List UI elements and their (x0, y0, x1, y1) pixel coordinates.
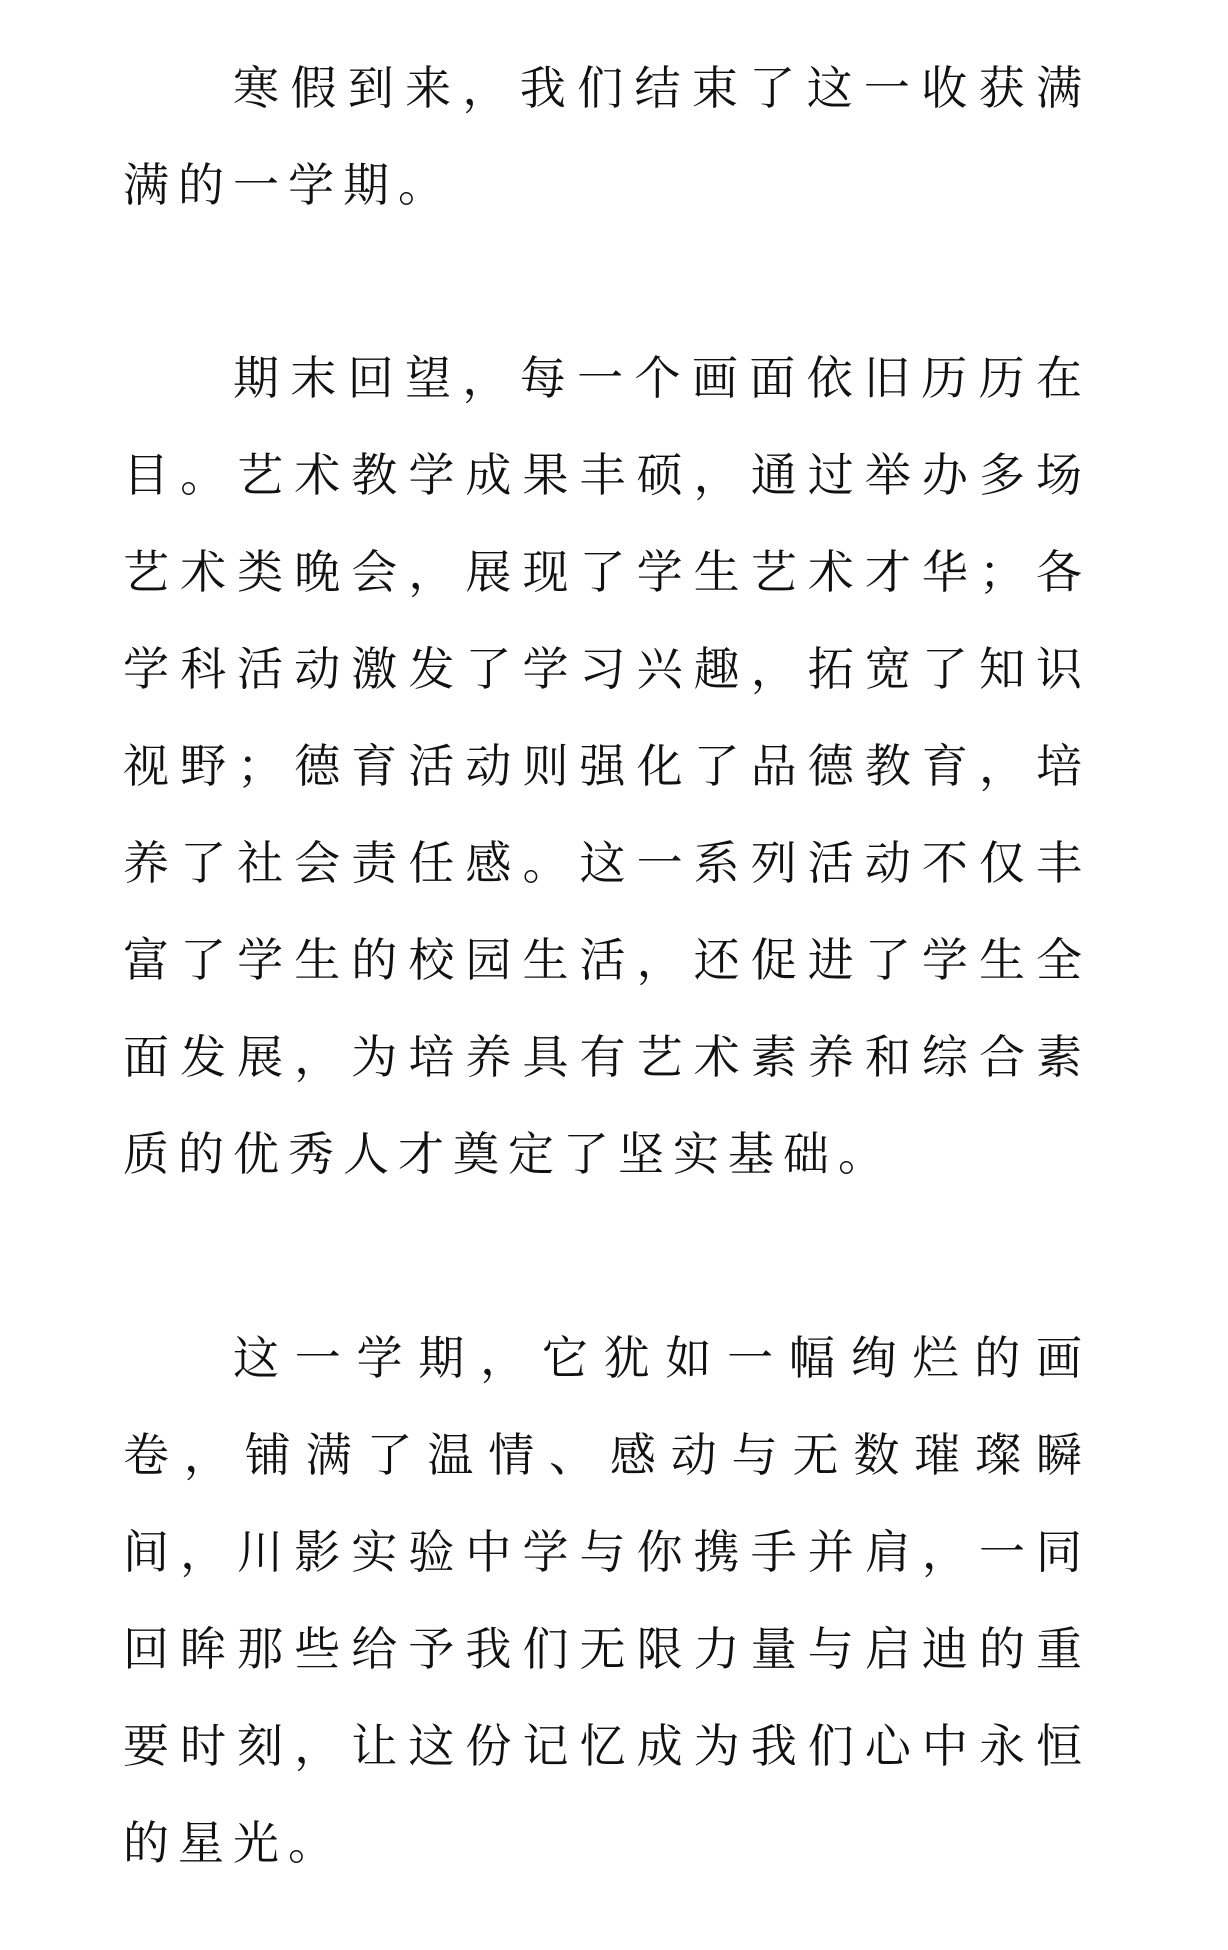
paragraph-winter-break: 寒假到来，我们结束了这一收获满满的一学期。 (123, 61, 1091, 212)
paragraph-memories: 这一学期，它犹如一幅绚烂的画卷，铺满了温情、感动与无数璀璨瞬间，川影实验中学与你携手并肩，一同回眸那些给予我们无限力量与启迪的重要时刻，让这份记忆成为我们心中永恒的星光。 (123, 1331, 1091, 1870)
paragraph-term-review: 期末回望，每一个画面依旧历历在目。艺术教学成果丰硕，通过举办多场艺术类晚会，展现了学生艺术才华；各学科活动激发了学习兴趣，拓宽了知识视野；德育活动则强化了品德教育，培养了社会责任感。这一系列活动不仅丰富了学生的校园生活，还促进了学生全面发展，为培养具有艺术素养和综合素质的优秀人才奠定了坚实基础。 (123, 351, 1091, 1181)
